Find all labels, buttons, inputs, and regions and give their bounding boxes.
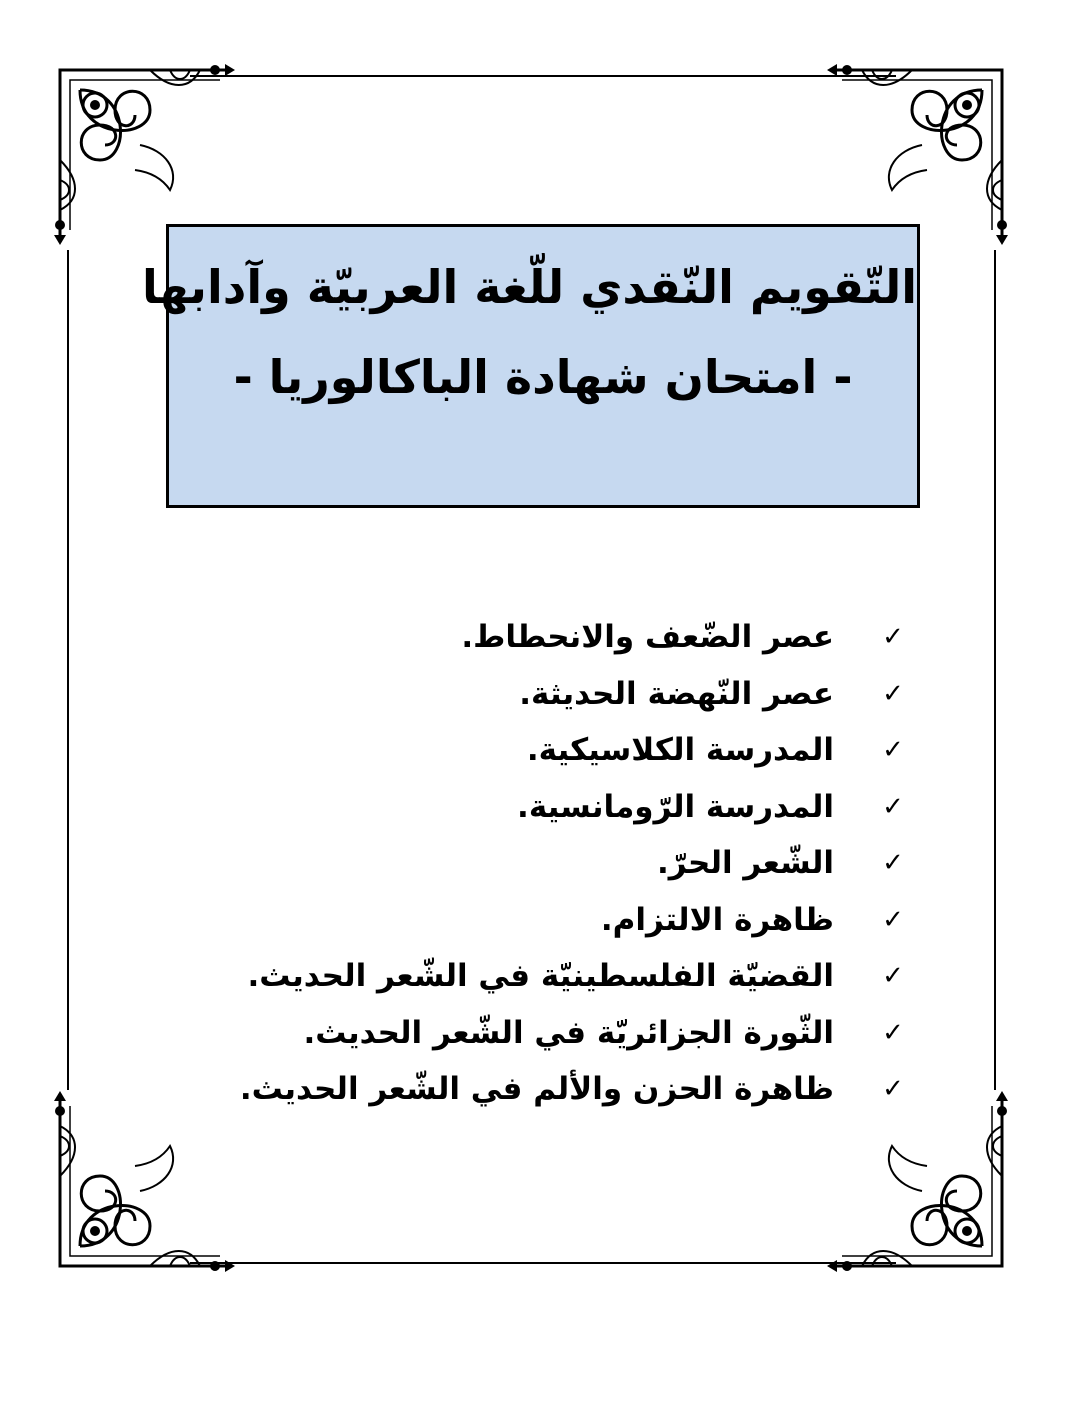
frame-border-bottom bbox=[190, 1262, 896, 1264]
checkmark-icon: ✓ bbox=[882, 1074, 904, 1104]
list-item-label: ظاهرة الحزن والألم في الشّعر الحديث. bbox=[239, 1071, 834, 1107]
checkmark-icon: ✓ bbox=[882, 848, 904, 878]
list-item-label: القضيّة الفلسطينيّة في الشّعر الحديث. bbox=[247, 958, 834, 994]
list-item bbox=[268, 838, 908, 895]
list-item bbox=[268, 782, 908, 839]
title-box bbox=[142, 224, 920, 508]
ornamental-corner-icon bbox=[822, 50, 1022, 250]
frame-border-top bbox=[190, 75, 896, 77]
ornamental-corner-icon bbox=[40, 50, 240, 250]
ornamental-corner-icon bbox=[40, 1086, 240, 1286]
list-item bbox=[247, 951, 908, 1008]
checkmark-icon: ✓ bbox=[882, 904, 904, 935]
list-item bbox=[268, 669, 908, 726]
document-subtitle: - امتحان شهادة الباكالوريا - bbox=[233, 350, 853, 404]
checkmark-icon: ✓ bbox=[882, 961, 904, 991]
list-item-label: الشّعر الحرّ. bbox=[656, 845, 834, 881]
topics-list bbox=[239, 612, 908, 1121]
list-item bbox=[268, 725, 908, 782]
list-item bbox=[268, 612, 908, 669]
checkmark-icon: ✓ bbox=[882, 622, 904, 652]
checkmark-icon: ✓ bbox=[882, 678, 904, 709]
list-item bbox=[239, 1064, 908, 1121]
list-item-label: المدرسة الرّومانسية. bbox=[517, 788, 834, 825]
list-item-label: ظاهرة الالتزام. bbox=[600, 901, 834, 938]
list-item-label: الثّورة الجزائريّة في الشّعر الحديث. bbox=[303, 1014, 834, 1051]
frame-border-left bbox=[67, 250, 69, 1090]
checkmark-icon: ✓ bbox=[882, 735, 904, 765]
list-item bbox=[268, 1008, 908, 1065]
list-item-label: عصر الضّعف والانحطاط. bbox=[461, 619, 834, 655]
frame-border-right bbox=[994, 250, 996, 1090]
list-item bbox=[268, 895, 908, 952]
list-item-label: عصر النّهضة الحديثة. bbox=[519, 675, 834, 712]
checkmark-icon: ✓ bbox=[882, 1017, 904, 1048]
document-title: التّقويم النّقدي للّغة العربيّة وآدابها bbox=[142, 260, 917, 314]
list-item-label: المدرسة الكلاسيكية. bbox=[526, 732, 834, 768]
checkmark-icon: ✓ bbox=[882, 791, 904, 822]
